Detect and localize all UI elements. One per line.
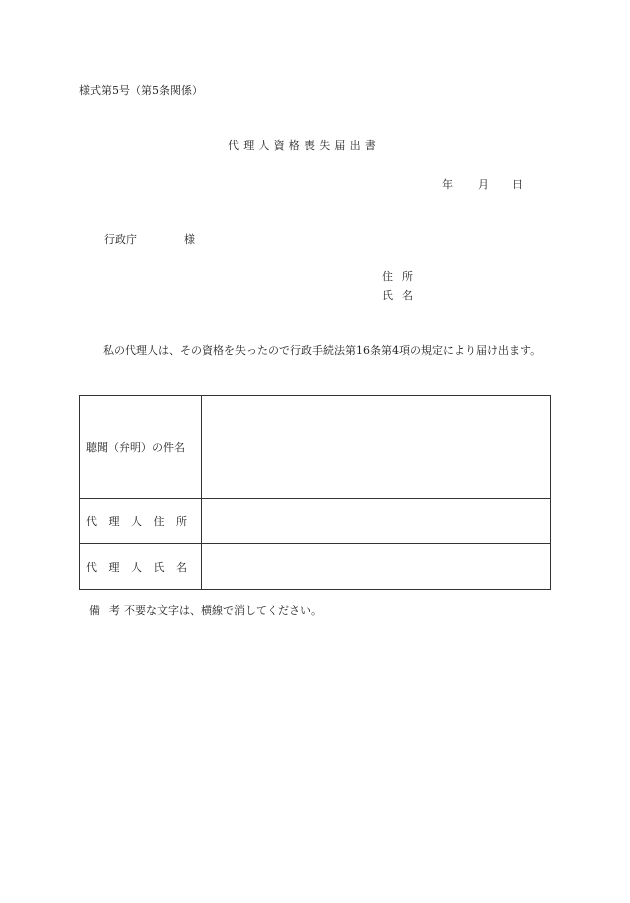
- addressee-office: 行政庁: [104, 233, 137, 246]
- addressee-honorific: 様: [184, 233, 195, 246]
- remarks-text: 不要な文字は、横線で消してください。: [124, 604, 322, 617]
- remarks-label: 備考: [89, 604, 129, 617]
- table-row-agent-name: [80, 544, 551, 590]
- hearing-subject-value[interactable]: [202, 396, 551, 499]
- agent-address-label: 代理人住所: [80, 499, 202, 544]
- document-title: 代理人資格喪失届出書: [228, 139, 380, 152]
- info-table: [79, 395, 551, 590]
- date-month-label: 月: [478, 178, 489, 191]
- agent-address-value[interactable]: [202, 499, 551, 544]
- form-number: 様式第5号（第5条関係）: [79, 84, 203, 97]
- date-day-label: 日: [512, 178, 523, 191]
- agent-name-value[interactable]: [202, 544, 551, 590]
- statement-text: 私の代理人は、その資格を失ったので行政手続法第16条第4項の規定により届け出ます。: [103, 344, 542, 357]
- date-year-label: 年: [442, 178, 453, 191]
- agent-name-label: 代理人氏名: [80, 544, 202, 590]
- applicant-name-label: 氏名: [382, 289, 422, 302]
- table-row-agent-address: [80, 499, 551, 544]
- hearing-subject-label: 聴聞（弁明）の件名: [80, 396, 202, 499]
- table-row-hearing-subject: [80, 396, 551, 499]
- applicant-address-label: 住所: [382, 270, 422, 283]
